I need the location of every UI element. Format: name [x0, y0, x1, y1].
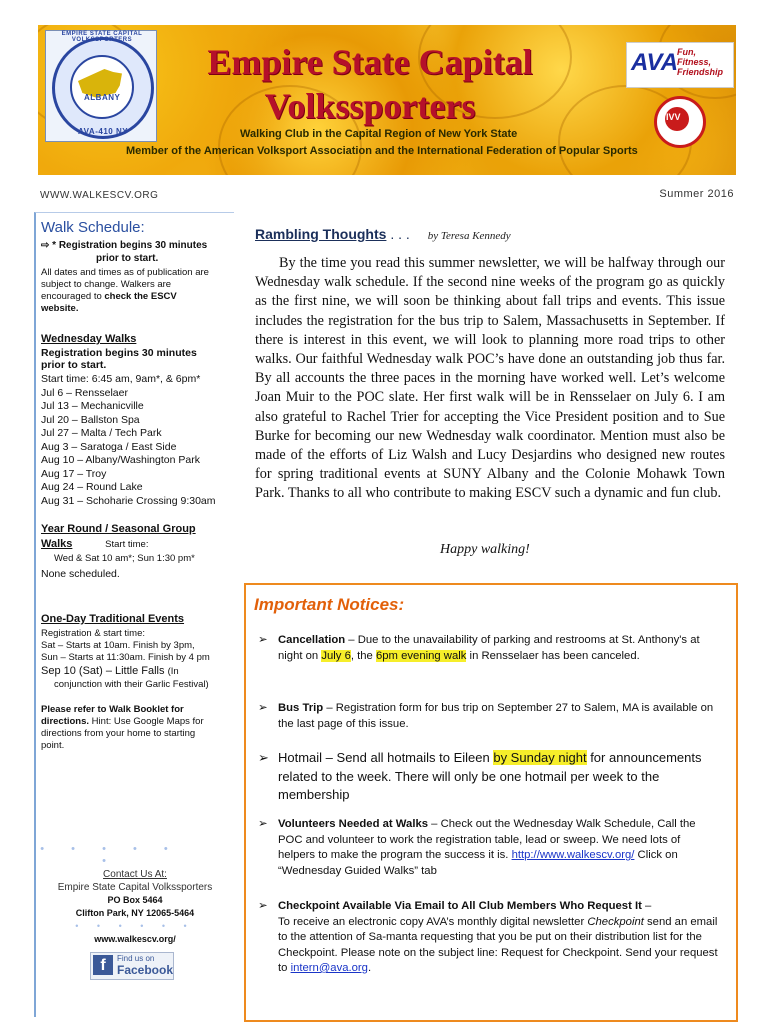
cancellation-label: Cancellation: [278, 634, 346, 646]
article-title-dots: . . .: [386, 226, 410, 242]
contact-city: Clifton Park, NY 12065-5464: [75, 908, 195, 918]
list-item: Jul 20 – Ballston Spa: [41, 413, 140, 426]
contact-dots: • • • • • •: [75, 921, 195, 931]
header-subtitle-2: Member of the American Volksport Association and the International Federation of Popular Sports: [126, 145, 638, 157]
year-round-heading: Year Round / Seasonal Group: [41, 523, 196, 535]
notice-checkpoint: [258, 899, 718, 977]
list-item: Aug 24 – Round Lake: [41, 481, 143, 493]
article-title: Rambling Thoughts: [255, 226, 387, 242]
arrow-bullet-icon: ➢: [258, 900, 268, 912]
booklet-line-4: point.: [41, 740, 65, 751]
highlight-date: July 6: [321, 649, 351, 662]
list-item: Jul 6 – Rensselaer: [41, 386, 128, 399]
arrow-bullet-icon: ➢: [258, 818, 268, 830]
bus-trip-text: – Registration form for bus trip on September 27 to Salem, MA is available on the last page of this issue.: [278, 702, 714, 730]
walkescv-link[interactable]: http://www.walkescv.org/: [511, 849, 635, 861]
year-round-none: None scheduled.: [41, 568, 120, 580]
facebook-name-label: Facebook: [117, 963, 174, 977]
booklet-hint: Hint: Use Google Maps for: [89, 716, 204, 727]
one-day-event-note-1: (In: [167, 666, 179, 677]
checkpoint-end: .: [367, 962, 372, 974]
one-day-event-name: Sep 10 (Sat) – Little Falls: [41, 665, 165, 677]
wednesday-reg-line-1: Registration begins 30 minutes: [41, 347, 197, 359]
registration-note-line-2: prior to start.: [96, 253, 159, 264]
year-round-times: Wed & Sat 10 am*; Sun 1:30 pm*: [54, 553, 195, 564]
one-day-event-note-2: conjunction with their Garlic Festival): [54, 679, 209, 690]
cancellation-text-2: , the: [350, 649, 376, 662]
list-item: Jul 27 – Malta / Tech Park: [41, 427, 162, 439]
notice-bus-trip: [258, 701, 718, 732]
registration-note-line-1: ⇨ * Registration begins 30 minutes: [41, 240, 208, 251]
notice-cancellation: [258, 633, 718, 664]
article-body: By the time you read this summer newsletter, we will be halfway through our Wednesday walk schedule. If the second nine weeks of the program go as quickly as the first nine, we will soon be thinking about fall trips and events. This issue includes the registration for the bus trip to Salem, Massachusetts in September. If there is interest in this event, we will look to planning more road trips to other walks. Our faithful Wednesday walk POC’s have done an outstanding job thus far. By all accounts the three paces in the morning have worked well. Let’s welcome Joan Muir to the POC slate. Her first walk will be in Rensselaer on July 6. I am also grateful to Rachel Trier for accepting the Vice President position and to Sue Burke for becoming our new Wednesday walk coordinator. Mention must also be made of the efforts of Liz Walsh and Lucy Desjardins who designed new routes for spring traditional events at SUNY Albany and the Colonie Mohawk Town Park. Thanks to all who contribute to making ESCV such a dynamic and fun club.: [255, 255, 725, 502]
year-round-heading-walks: Walks: [41, 538, 73, 550]
booklet-note: [41, 704, 204, 752]
issue-label: Summer 2016: [659, 188, 734, 200]
arrow-bullet-icon: ➢: [258, 634, 268, 646]
checkpoint-text-1: To receive an electronic copy AVA’s monthly digital newsletter: [278, 915, 588, 928]
ava-tagline-3: Friendship: [677, 67, 724, 77]
cancellation-text-3: in Rensselaer has been canceled.: [466, 649, 640, 662]
facebook-badge[interactable]: [90, 952, 174, 980]
notice-hotmail: [258, 749, 718, 805]
list-item: Aug 3 – Saratoga / East Side: [41, 440, 177, 453]
facebook-icon: f: [93, 955, 113, 975]
booklet-line-3: directions from your home to starting: [41, 728, 196, 739]
rambling-thoughts-article: [255, 226, 725, 557]
checkpoint-newsletter-name: Checkpoint: [587, 915, 644, 928]
hotmail-text-1: Hotmail – Send all hotmails to Eileen: [278, 750, 494, 765]
disclaimer-line-1: All dates and times as of publication are: [41, 267, 209, 278]
one-day-events-details: [41, 628, 210, 664]
newsletter-title: [150, 40, 590, 128]
cancellation-text-1: – Due to the unavailability of parking and restrooms at St. Anthony's at night on: [278, 634, 700, 662]
disclaimer: [41, 267, 209, 315]
article-closing: Happy walking!: [440, 542, 530, 557]
bus-trip-label: Bus Trip: [278, 702, 324, 714]
volunteers-after-link: Click on “Wednesday Guided Walks” tab: [278, 849, 678, 877]
walk-schedule-heading: Walk Schedule:: [41, 219, 145, 236]
wednesday-walks-heading: Wednesday Walks: [41, 333, 137, 345]
article-byline: by Teresa Kennedy: [427, 230, 511, 242]
year-round-heading-2: [41, 538, 148, 551]
website-label: WWW.WALKESCV.ORG: [40, 190, 159, 201]
disclaimer-line-3: encouraged to: [41, 291, 105, 302]
seal-bottom-text: AVA-410 NY: [78, 127, 129, 136]
check-website-emphasis: check the ESCV: [104, 291, 177, 302]
booklet-line-1: Please refer to Walk Booklet for: [41, 704, 184, 715]
volunteers-label: Volunteers Needed at Walks: [278, 818, 429, 830]
hotmail-text-2: for announcements related to the week. There will only be one hotmail per week to the membership: [278, 750, 702, 802]
checkpoint-text-2: send an email to the attention of Sa-manta requesting that you be put on their distribution list for the Checkpoint. Please note on the subject line: Request for Checkpoint. Send your request to: [278, 915, 718, 974]
notice-volunteers: [258, 817, 718, 879]
list-item: Aug 10 – Albany/Washington Park: [41, 454, 200, 466]
seal-center-text: ALBANY: [84, 93, 121, 102]
disclaimer-line-4: website.: [41, 303, 79, 314]
decorative-dots: • • • • • •: [40, 843, 180, 867]
highlight-deadline: by Sunday night: [493, 750, 587, 765]
title-line-1: Empire State Capital: [207, 42, 533, 82]
club-seal-logo: [45, 30, 157, 142]
checkpoint-label: Checkpoint Available Via Email to All Club Members Who Request It: [278, 900, 642, 912]
ava-tagline: [677, 47, 723, 77]
contact-website[interactable]: www.walkescv.org/: [94, 934, 176, 944]
ivv-logo-text: IVV: [666, 112, 681, 122]
contact-po-box: PO Box 5464: [107, 895, 163, 905]
one-day-event-item: [41, 665, 179, 678]
wednesday-walk-list: [41, 373, 216, 508]
contact-block: [40, 868, 230, 946]
ava-logo-text: AVA: [631, 49, 679, 76]
contact-label: Contact Us At:: [103, 869, 167, 880]
ava-logo: [626, 42, 734, 88]
intern-email-link[interactable]: intern@ava.org: [290, 962, 368, 974]
one-day-events-heading: One-Day Traditional Events: [41, 613, 185, 625]
one-day-sat-time: Sat – Starts at 10am. Finish by 3pm,: [41, 640, 195, 651]
arrow-bullet-icon: ➢: [258, 750, 269, 765]
wednesday-reg-line-2: prior to start.: [41, 359, 107, 371]
year-round-start-label: Start time:: [105, 539, 149, 550]
list-item: Aug 31 – Schoharie Crossing 9:30am: [41, 494, 216, 507]
one-day-sun-time: Sun – Starts at 11:30am. Finish by 4 pm: [41, 652, 210, 663]
disclaimer-line-2: subject to change. Walkers are: [41, 279, 172, 290]
list-item: Jul 13 – Mechanicville: [41, 400, 144, 412]
checkpoint-dash: –: [641, 900, 652, 912]
wednesday-start-time: Start time: 6:45 am, 9am*, & 6pm*: [41, 373, 201, 385]
important-notices-box: [244, 583, 738, 1022]
contact-org: Empire State Capital Volkssporters: [57, 882, 213, 893]
ava-tagline-2: Fitness,: [677, 57, 712, 67]
volunteers-text: – Check out the Wednesday Walk Schedule, Call the POC and volunteer to work the registration table, lead or sweep. We need lots of helpers to make the program the success it is.: [278, 818, 696, 861]
one-day-reg-label: Registration & start time:: [41, 628, 146, 639]
article-header: [255, 226, 725, 244]
ava-tagline-1: Fun,: [677, 47, 696, 57]
list-item: Aug 17 – Troy: [41, 467, 107, 480]
ivv-logo: [654, 96, 706, 148]
facebook-find-label: Find us on: [117, 954, 155, 963]
booklet-directions: directions.: [41, 716, 90, 727]
title-line-2: Volkssporters: [264, 86, 476, 126]
highlight-walk: 6pm evening walk: [375, 649, 467, 662]
header-subtitle-1: Walking Club in the Capital Region of New York State: [240, 128, 518, 140]
arrow-bullet-icon: ➢: [258, 702, 268, 714]
seal-top-text: EMPIRE STATE CAPITAL VOLKSSPORTERS: [61, 31, 143, 43]
notices-title: Important Notices:: [254, 595, 405, 614]
wednesday-registration-note: [41, 347, 197, 371]
